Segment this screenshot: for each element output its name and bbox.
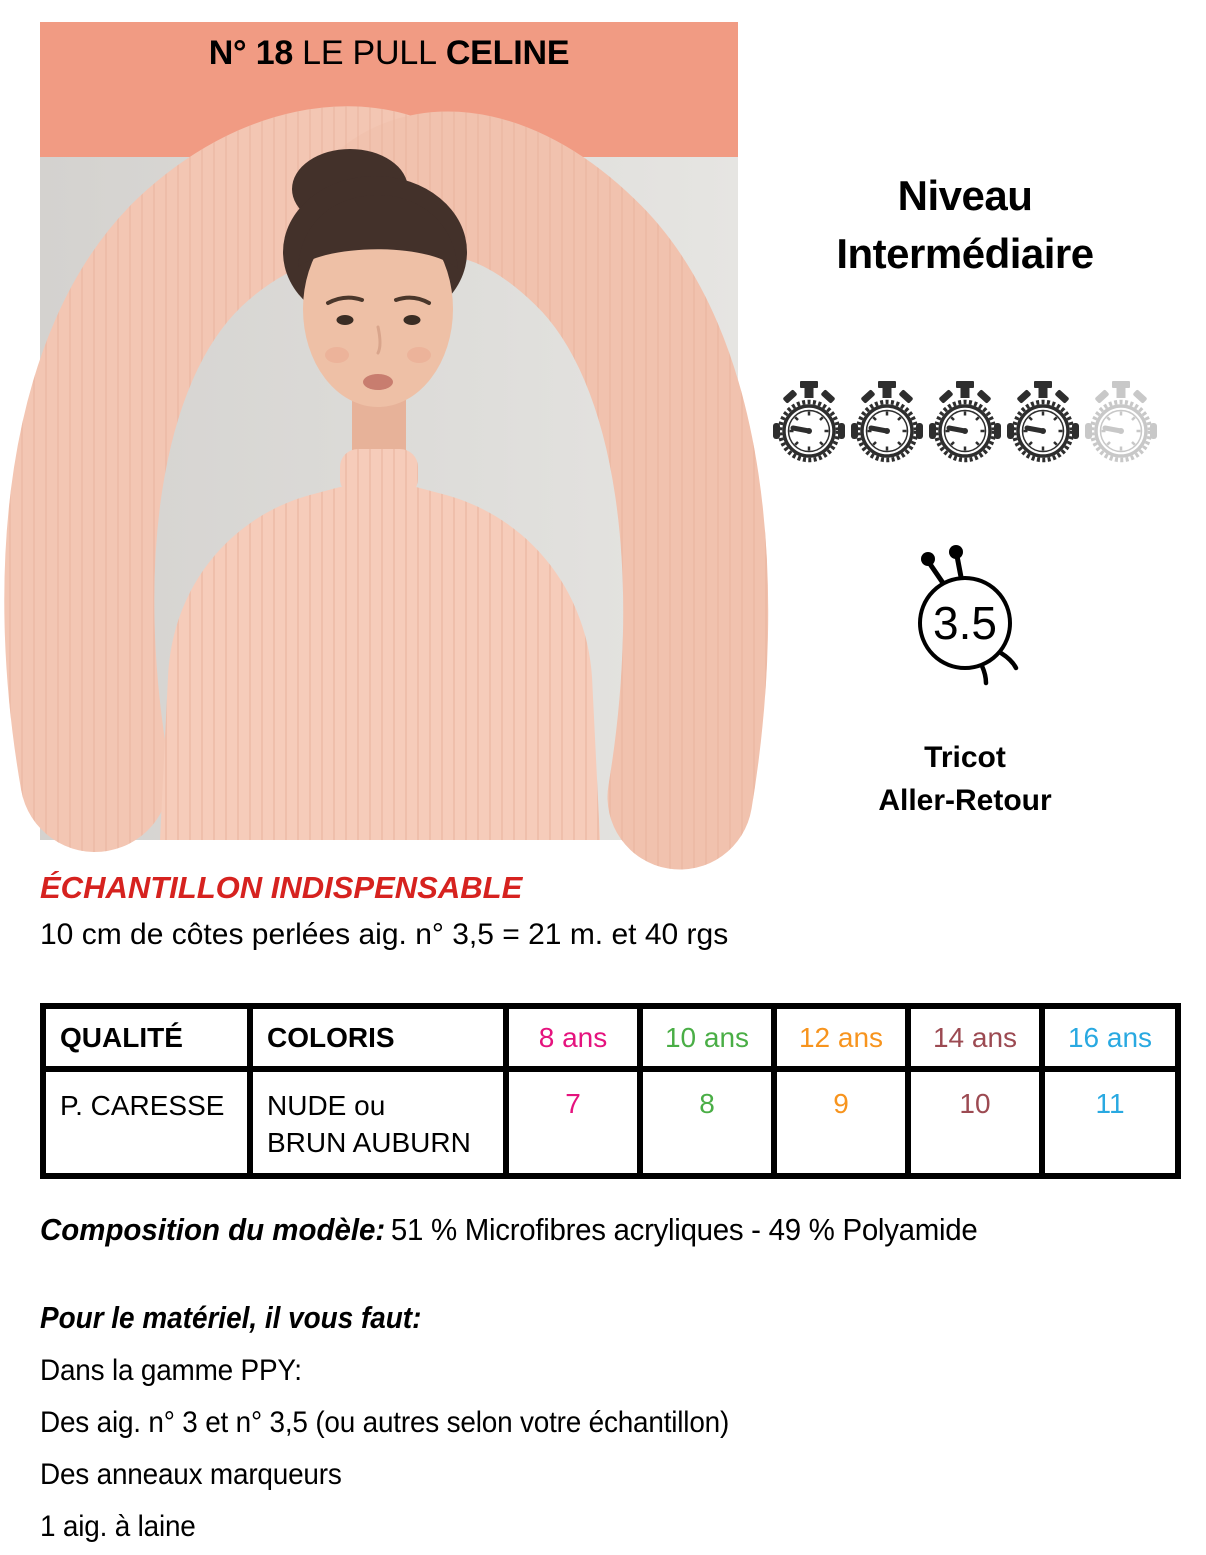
stopwatch-icon [1007, 379, 1079, 465]
needle-gauge-badge [740, 547, 1190, 687]
col-header-16ans: 16 ans [1042, 1006, 1178, 1069]
model-photo-illustration [40, 157, 738, 840]
knit-type-line1: Tricot [924, 741, 1006, 774]
stopwatch-icon [773, 379, 845, 465]
cell-qty-12ans: 9 [774, 1069, 908, 1176]
difficulty-rating [740, 379, 1190, 465]
materials-section [40, 1294, 1200, 1555]
cell-coloris [250, 1069, 506, 1176]
knit-type-line2: Aller-Retour [878, 783, 1052, 817]
size-table [40, 1003, 1181, 1179]
knit-type-label [740, 737, 1190, 822]
size-table-grid [40, 1003, 1181, 1179]
info-column [740, 157, 1190, 862]
needle-size-value: 3.5 [933, 597, 997, 649]
gauge-heading: ÉCHANTILLON INDISPENSABLE [40, 870, 523, 905]
composition-value: 51 % Microfibres acryliques - 49 % Polyamide [390, 1212, 978, 1247]
level-title-line2: Intermédiaire [836, 229, 1094, 277]
col-header-12ans: 12 ans [774, 1006, 908, 1069]
needle-size-icon [899, 547, 1031, 687]
stopwatch-icon [851, 379, 923, 465]
composition-label: Composition du modèle: [40, 1212, 386, 1247]
cell-qty-10ans: 8 [640, 1069, 774, 1176]
material-line: Des anneaux marqueurs [40, 1458, 342, 1491]
level-title [740, 167, 1190, 283]
col-header-8ans: 8 ans [506, 1006, 640, 1069]
model-photo [40, 157, 738, 840]
stopwatch-icon [929, 379, 1001, 465]
coloris-line1: NUDE ou [267, 1090, 386, 1121]
title-name: CELINE [445, 34, 570, 72]
materials-heading: Pour le matériel, il vous faut: [40, 1300, 422, 1335]
col-header-coloris: COLORIS [250, 1006, 506, 1069]
material-line: 1 aig. à laine [40, 1510, 196, 1543]
cell-qty-8ans: 7 [506, 1069, 640, 1176]
material-line: Dans la gamme PPY: [40, 1354, 302, 1387]
stopwatch-icon [1085, 379, 1157, 465]
col-header-10ans: 10 ans [640, 1006, 774, 1069]
cell-quality: P. CARESSE [43, 1069, 250, 1176]
col-header-14ans: 14 ans [908, 1006, 1042, 1069]
material-line: Des aig. n° 3 et n° 3,5 (ou autres selon votre échantillon) [40, 1406, 730, 1439]
col-header-qualite: QUALITÉ [43, 1006, 250, 1069]
cell-qty-16ans: 11 [1042, 1069, 1178, 1176]
cell-qty-14ans: 10 [908, 1069, 1042, 1176]
table-header-row [43, 1006, 1178, 1069]
gauge-text: 10 cm de côtes perlées aig. n° 3,5 = 21 m. et 40 rgs [40, 918, 729, 951]
coloris-line2: BRUN AUBURN [267, 1126, 471, 1158]
pattern-reference: 246 - T24 - 271 [290, 113, 488, 145]
gauge-section [40, 870, 1170, 952]
page-title [40, 22, 738, 73]
title-number: N° 18 [208, 34, 294, 72]
table-row [43, 1069, 1178, 1176]
composition-section [40, 1212, 1200, 1248]
title-mid: LE PULL [302, 34, 437, 72]
level-title-line1: Niveau [897, 172, 1033, 219]
